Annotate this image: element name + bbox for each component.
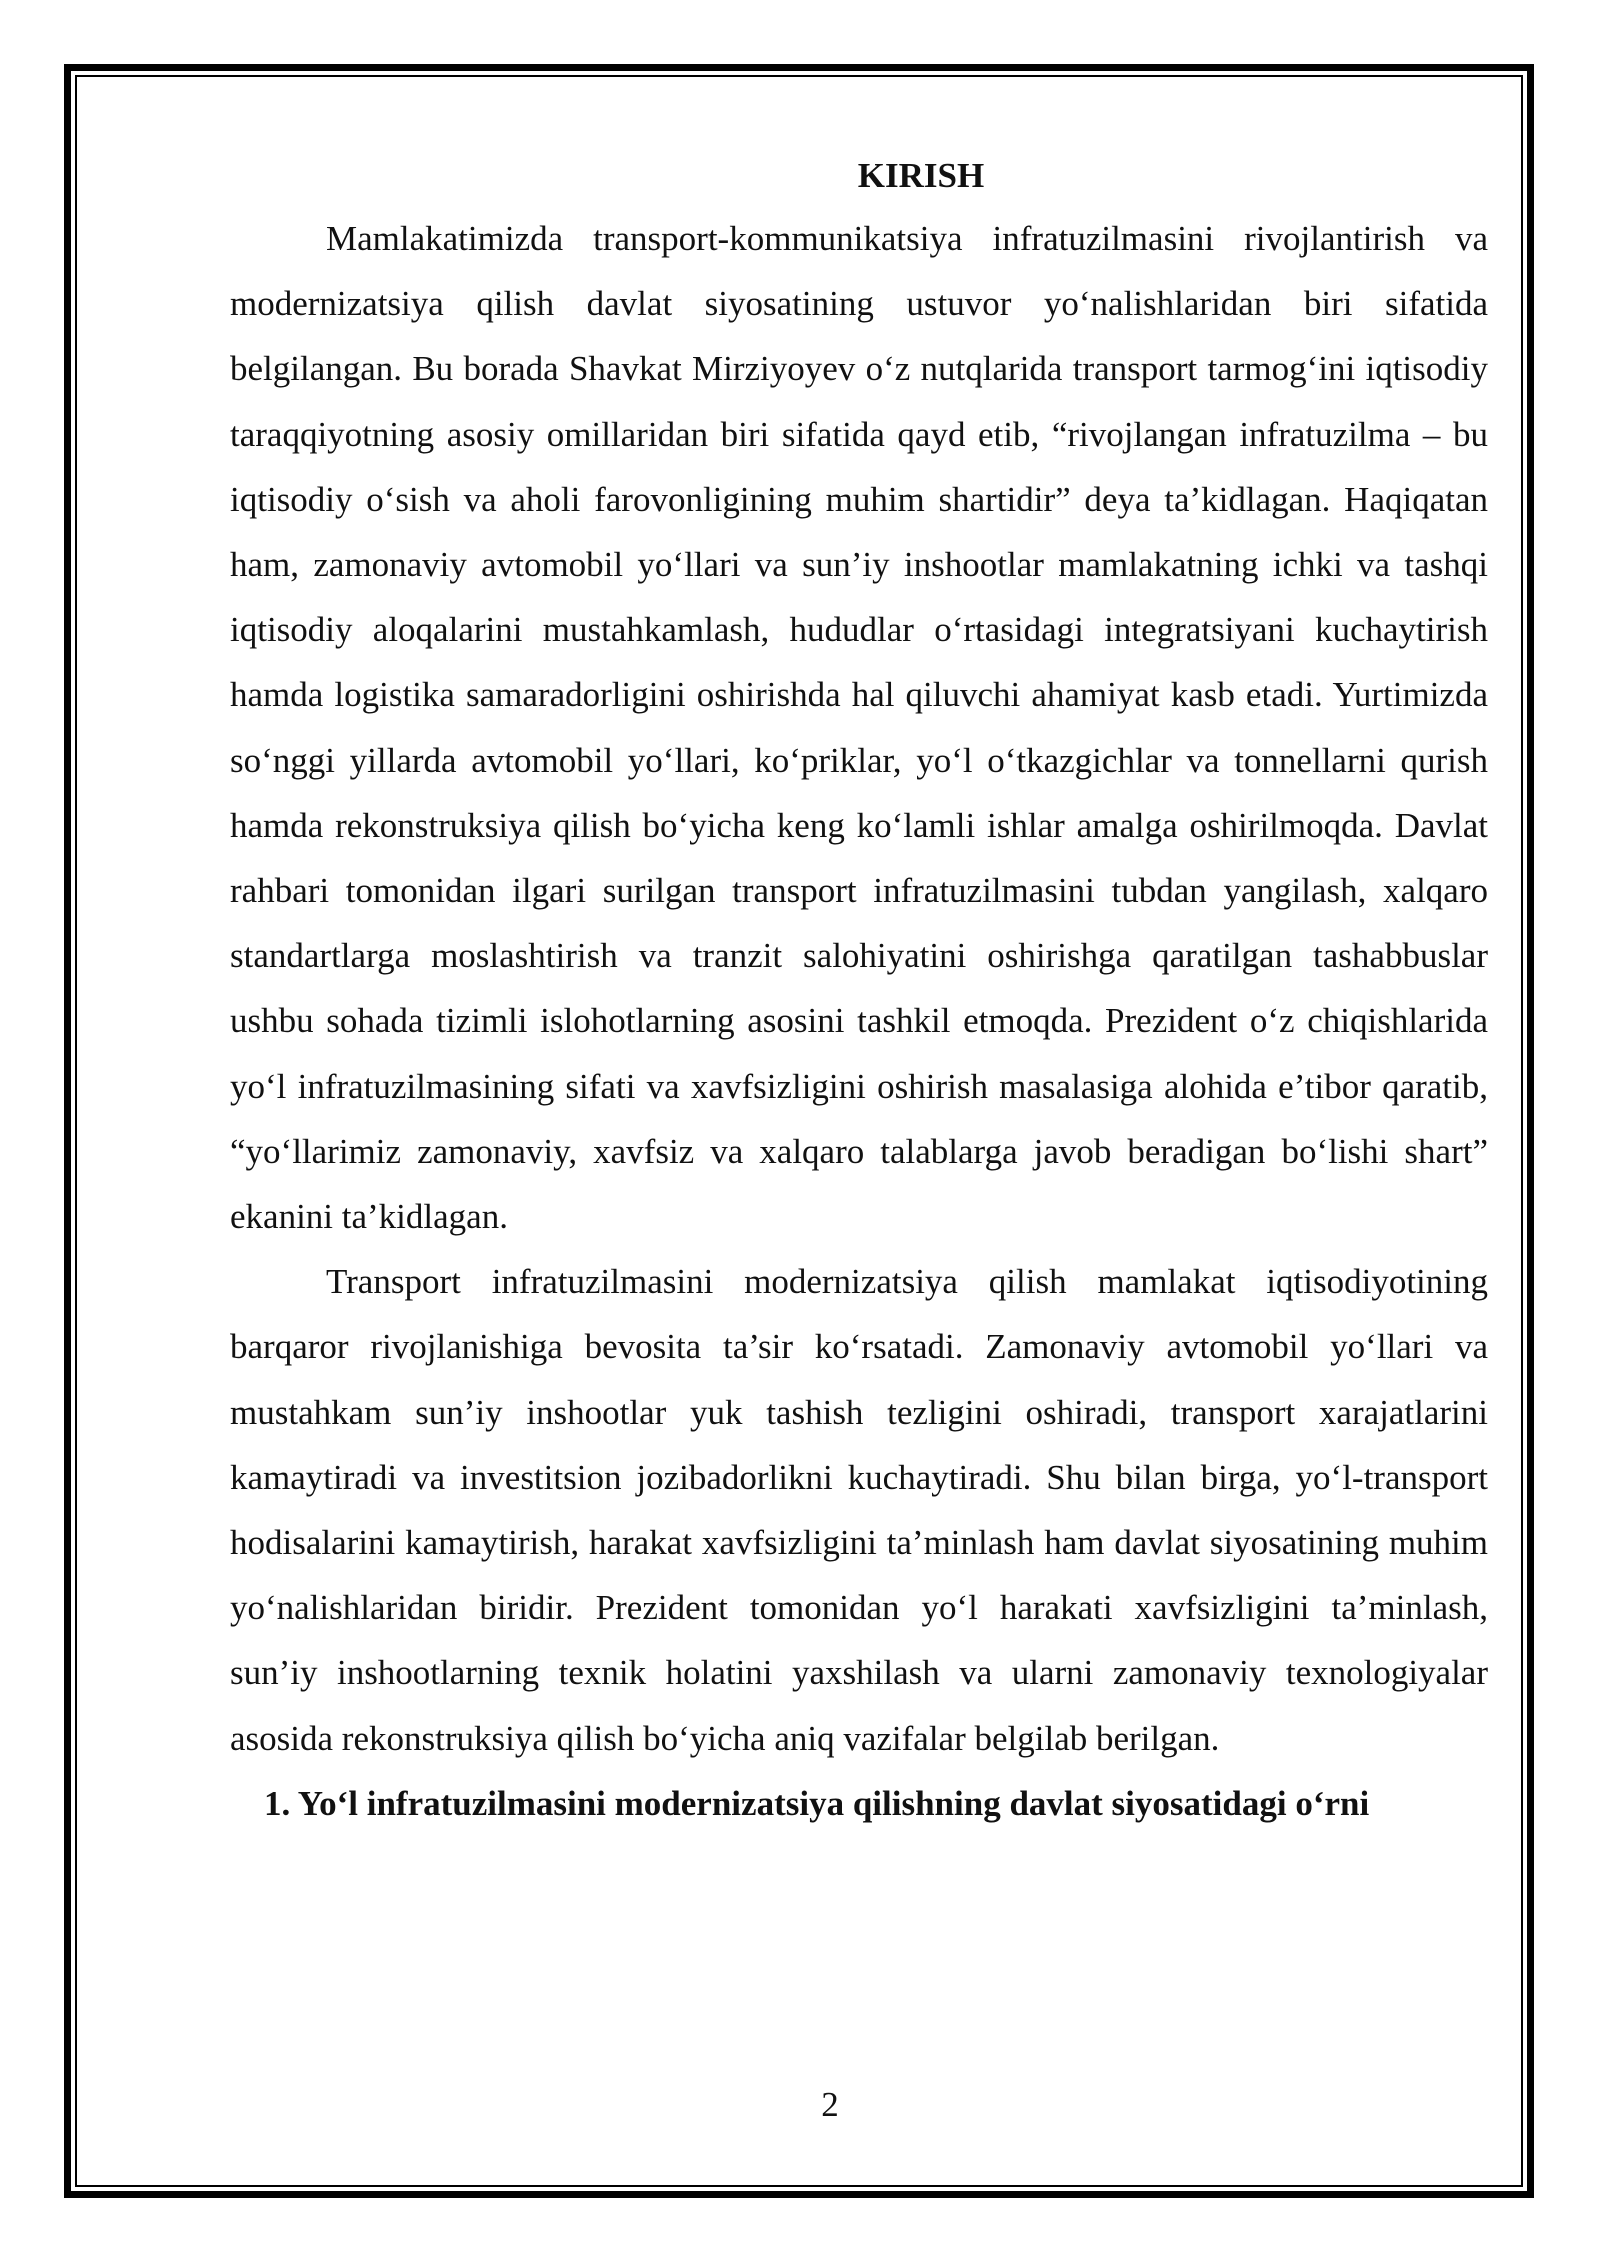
page-number: 2: [821, 2085, 839, 2124]
paragraph-1: Mamlakatimizda transport-kommunikatsiya infratuzilmasini rivojlantirish va modernizatsiya qilish davlat siyosatining ustuvor yo‘nalishlaridan biri sifatida belgilangan. Bu borada Shavkat Mirziyoyev o‘z nutqlarida transport tarmog‘ini iqtisodiy taraqqiyotning asosiy omillaridan biri sifatida qayd etib, “rivojlangan infratuzilma – bu iqtisodiy o‘sish va aholi farovonligining muhim shartidir” deya ta’kidlagan. Haqiqatan ham, zamonaviy avtomobil yo‘llari va sun’iy inshootlar mamlakatning ichki va tashqi iqtisodiy aloqalarini mustahkamlash, hududlar o‘rtasidagi integratsiyani kuchaytirish hamda logistika samaradorligini oshirishda hal qiluvchi ahamiyat kasb etadi. Yurtimizda so‘nggi yillarda avtomobil yo‘llari, ko‘priklar, yo‘l o‘tkazgichlar va tonnellarni qurish hamda rekonstruksiya qilish bo‘yicha keng ko‘lamli ishlar amalga oshirilmoqda. Davlat rahbari tomonidan ilgari surilgan transport infratuzilmasini tubdan yangilash, xalqaro standartlarga moslashtirish va tranzit salohiyatini oshirishga qaratilgan tashabbuslar ushbu sohada tizimli islohotlarning asosini tashkil etmoqda. Prezident o‘z chiqishlarida yo‘l infratuzilmasining sifati va xavfsizligini oshirish masalasiga alohida e’tibor qaratib, “yo‘llarimiz zamonaviy, xavfsiz va xalqaro talablarga javob beradigan bo‘lishi shart” ekanini ta’kidlagan.: [230, 219, 1488, 1237]
page-content: [230, 146, 1488, 1836]
section-heading: 1. Yo‘l infratuzilmasini modernizatsiya qilishning davlat siyosatidagi o‘rni: [264, 1783, 1370, 1823]
paragraph-2: Transport infratuzilmasini modernizatsiya qilish mamlakat iqtisodiyotining barqaror rivojlanishiga bevosita ta’sir ko‘rsatadi. Zamonaviy avtomobil yo‘llari va mustahkam sun’iy inshootlar yuk tashish tezligini oshiradi, transport xarajatlarini kamaytiradi va investitsion jozibadorlikni kuchaytiradi. Shu bilan birga, yo‘l-transport hodisalarini kamaytirish, harakat xavfsizligini ta’minlash ham davlat siyosatining muhim yo‘nalishlaridan biridir. Prezident tomonidan yo‘l harakati xavfsizligini ta’minlash, sun’iy inshootlarning texnik holatini yaxshilash va ularni zamonaviy texnologiyalar asosida rekonstruksiya qilish bo‘yicha aniq vazifalar belgilab berilgan.: [230, 1262, 1488, 1758]
page-title: KIRISH: [857, 156, 985, 195]
